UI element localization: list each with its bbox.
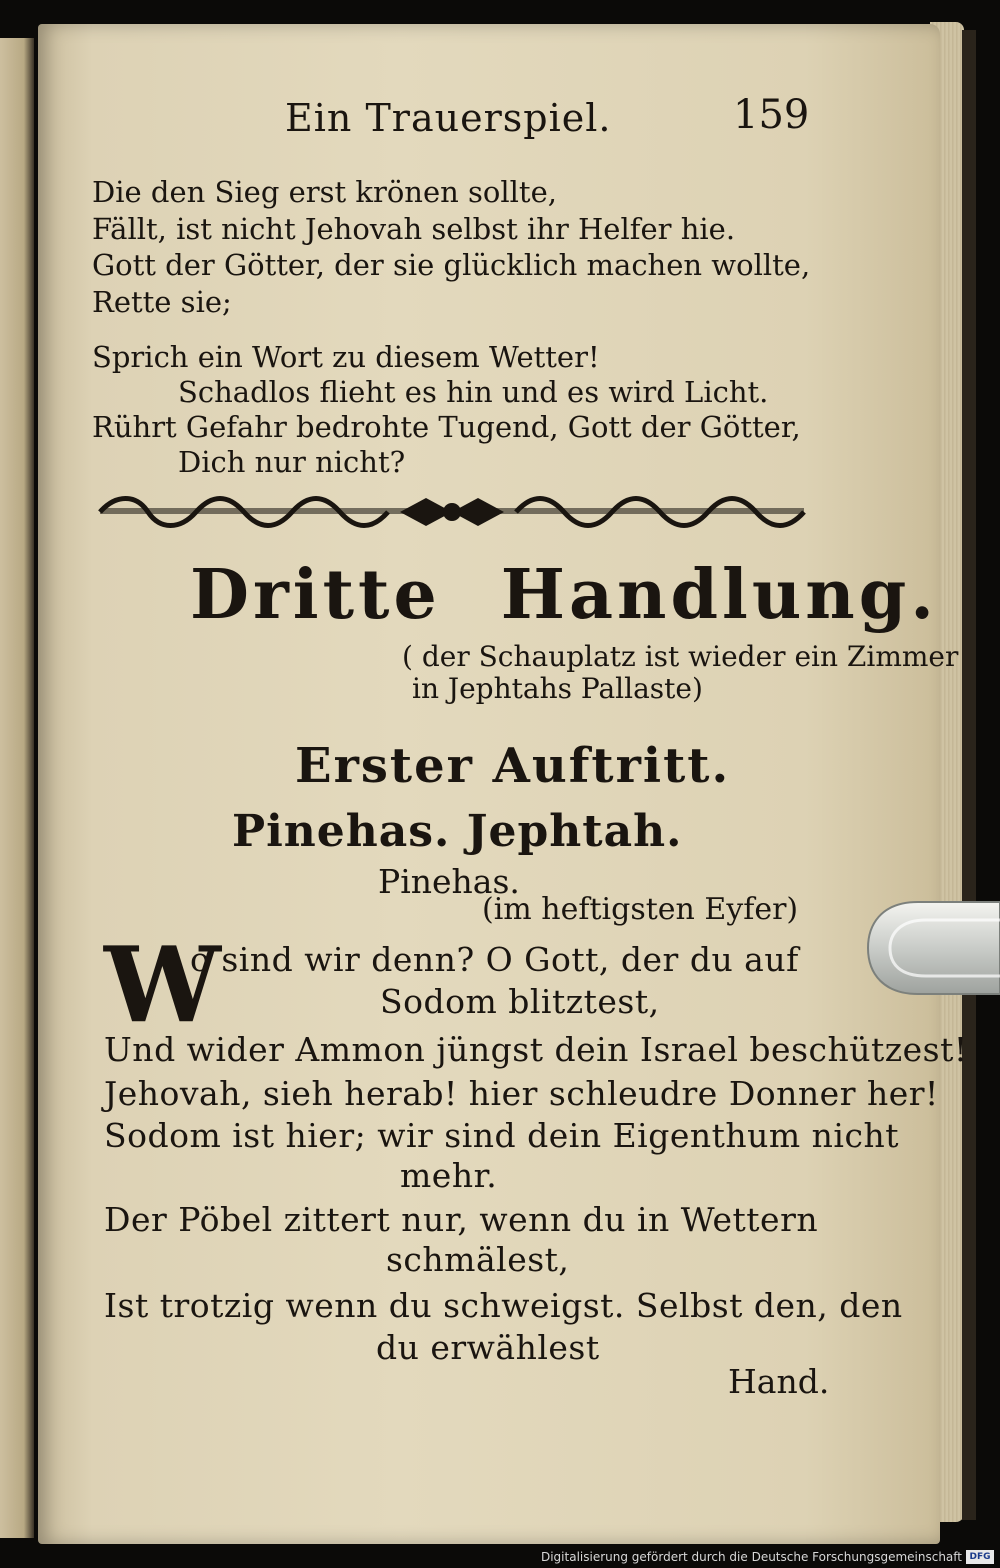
verse-line: Rette sie; bbox=[92, 285, 232, 319]
dfg-logo: DFG bbox=[966, 1550, 994, 1564]
speech-line: mehr. bbox=[400, 1156, 498, 1195]
speech-line: Sodom ist hier; wir sind dein Eigenthum nicht bbox=[104, 1116, 899, 1155]
speech-line: Ist trotzig wenn du schweigst. Selbst den, den bbox=[104, 1286, 903, 1325]
verse-line: Dich nur nicht? bbox=[178, 445, 406, 479]
character-list: Pinehas. Jephtah. bbox=[232, 806, 683, 857]
verse-line: Sprich ein Wort zu diesem Wetter! bbox=[92, 340, 600, 374]
speech-line: Jehovah, sieh herab! hier schleudre Donner her! bbox=[104, 1074, 939, 1113]
drop-cap: W bbox=[104, 923, 221, 1046]
verse-line: Fällt, ist nicht Jehovah selbst ihr Helfer hie. bbox=[92, 212, 736, 246]
speech-line: du erwählest bbox=[376, 1328, 600, 1367]
scene-title: Erster Auftritt. bbox=[295, 738, 731, 794]
catchword: Hand. bbox=[728, 1362, 830, 1401]
funding-notice: Digitalisierung gefördert durch die Deutsche Forschungsgemeinschaft bbox=[540, 1550, 962, 1564]
act-title-word-2: Handlung. bbox=[500, 555, 938, 635]
verse-line: Rührt Gefahr bedrohte Tugend, Gott der Götter, bbox=[92, 410, 801, 444]
verse-line: Die den Sieg erst krönen sollte, bbox=[92, 175, 557, 209]
speech-line: o sind wir denn? O Gott, der du auf bbox=[190, 940, 799, 979]
running-title: Ein Trauerspiel. bbox=[285, 96, 612, 140]
page-clip bbox=[866, 896, 1000, 1000]
stage-direction-line: in Jephtahs Pallaste) bbox=[412, 672, 703, 705]
act-title bbox=[190, 555, 938, 635]
verse-line: Schadlos flieht es hin und es wird Licht. bbox=[178, 375, 769, 409]
speech-line: Sodom blitztest, bbox=[380, 982, 660, 1021]
speech-line: schmälest, bbox=[386, 1240, 570, 1279]
ornamental-rule bbox=[96, 492, 808, 532]
stage-direction-line: ( der Schauplatz ist wieder ein Zimmer bbox=[402, 640, 959, 673]
speech-line: Der Pöbel zittert nur, wenn du in Wettern bbox=[104, 1200, 819, 1239]
page-number: 159 bbox=[733, 92, 810, 138]
speaker-name: Pinehas. bbox=[378, 862, 520, 901]
verse-line: Gott der Götter, der sie glücklich machen wollte, bbox=[92, 248, 811, 282]
act-title-word-1: Dritte bbox=[190, 555, 441, 635]
speech-line: Und wider Ammon jüngst dein Israel beschützest! bbox=[104, 1030, 968, 1069]
facing-page-edge bbox=[0, 38, 34, 1538]
book-cover-edge bbox=[962, 30, 976, 1520]
speaker-direction: (im heftigsten Eyfer) bbox=[482, 892, 799, 927]
